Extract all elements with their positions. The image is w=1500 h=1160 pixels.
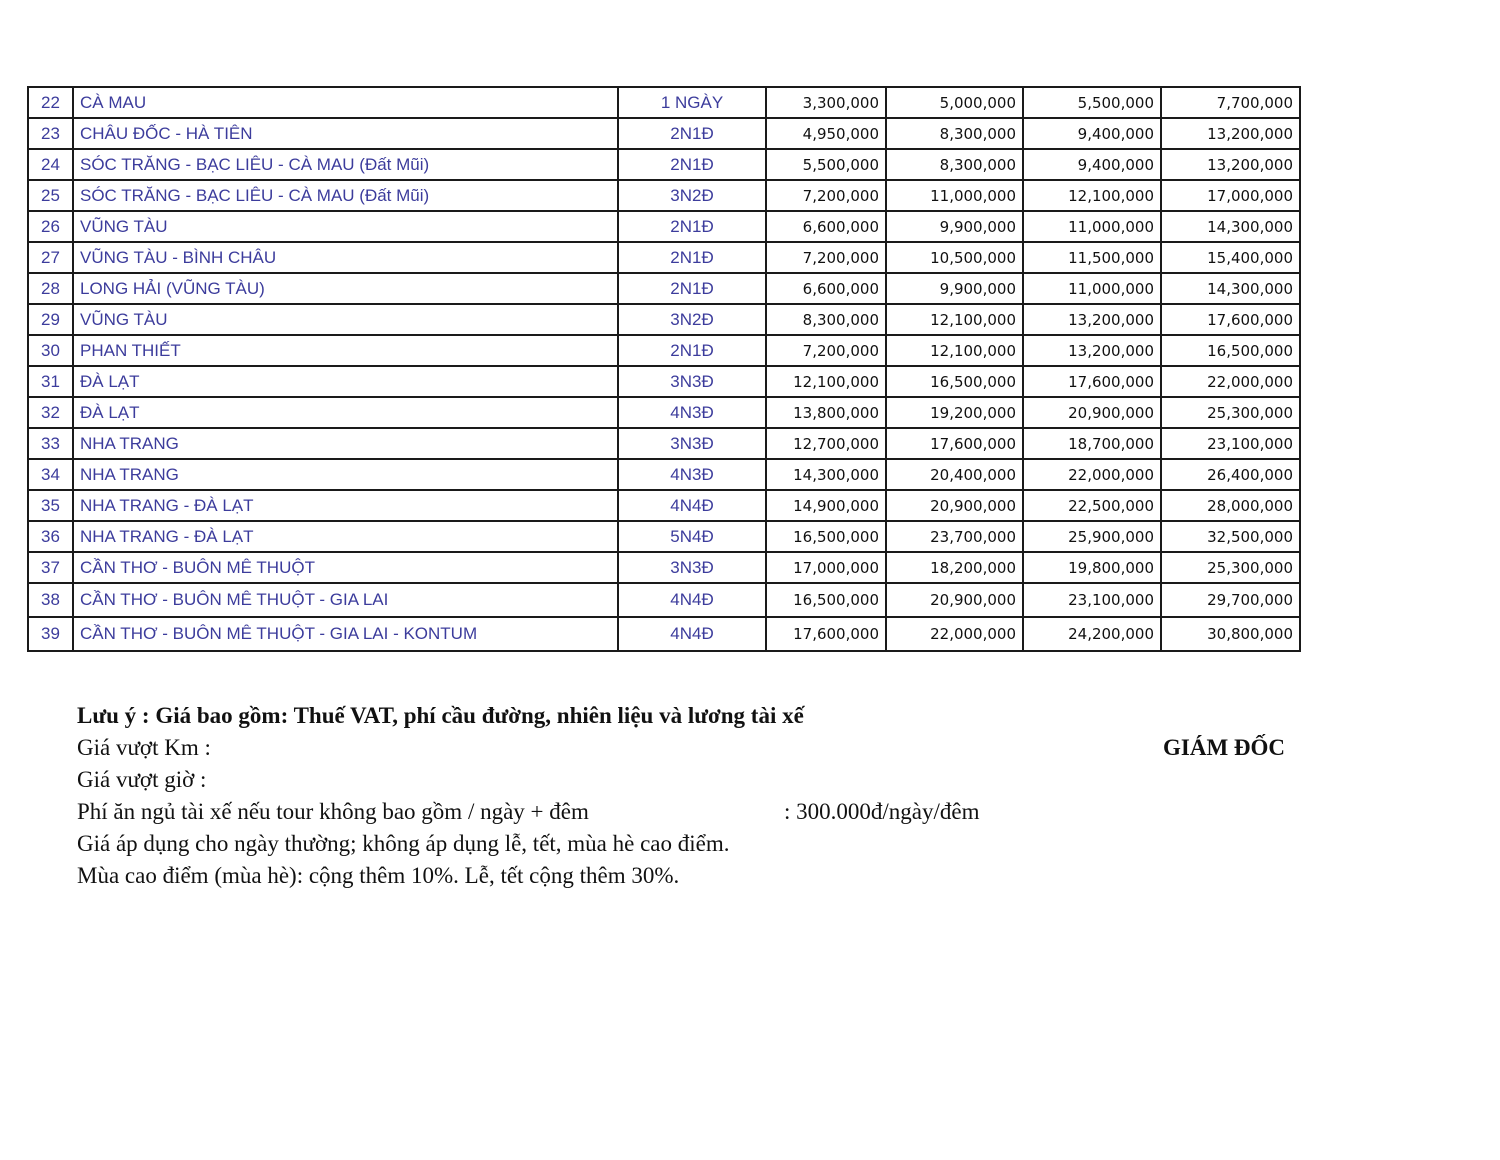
price-3-cell: 13,200,000 — [1023, 335, 1161, 366]
price-1-cell: 17,600,000 — [766, 617, 886, 651]
row-number-cell: 39 — [28, 617, 73, 651]
price-3-cell: 25,900,000 — [1023, 521, 1161, 552]
price-3-cell: 9,400,000 — [1023, 118, 1161, 149]
price-4-cell: 29,700,000 — [1161, 583, 1300, 617]
price-table-body — [28, 87, 1300, 651]
duration-cell: 2N1Đ — [618, 273, 766, 304]
price-2-cell: 23,700,000 — [886, 521, 1023, 552]
note-peak: Mùa cao điểm (mùa hè): cộng thêm 10%. Lễ, tết cộng thêm 30%. — [77, 863, 680, 888]
price-2-cell: 9,900,000 — [886, 211, 1023, 242]
price-4-cell: 25,300,000 — [1161, 552, 1300, 583]
row-number-cell: 27 — [28, 242, 73, 273]
price-3-cell: 19,800,000 — [1023, 552, 1161, 583]
table-row — [28, 211, 1300, 242]
price-4-cell: 13,200,000 — [1161, 149, 1300, 180]
price-1-cell: 6,600,000 — [766, 211, 886, 242]
price-4-cell: 22,000,000 — [1161, 366, 1300, 397]
price-3-cell: 17,600,000 — [1023, 366, 1161, 397]
duration-cell: 2N1Đ — [618, 149, 766, 180]
route-name-cell: LONG HẢI (VŨNG TÀU) — [73, 273, 618, 304]
price-2-cell: 19,200,000 — [886, 397, 1023, 428]
note-driver-meal — [77, 796, 1297, 828]
price-2-cell: 12,100,000 — [886, 304, 1023, 335]
table-row — [28, 490, 1300, 521]
price-2-cell: 8,300,000 — [886, 149, 1023, 180]
price-4-cell: 26,400,000 — [1161, 459, 1300, 490]
price-2-cell: 5,000,000 — [886, 87, 1023, 118]
duration-cell: 3N3Đ — [618, 366, 766, 397]
price-1-cell: 3,300,000 — [766, 87, 886, 118]
price-4-cell: 13,200,000 — [1161, 118, 1300, 149]
table-row — [28, 304, 1300, 335]
row-number-cell: 33 — [28, 428, 73, 459]
duration-cell: 5N4Đ — [618, 521, 766, 552]
price-1-cell: 12,700,000 — [766, 428, 886, 459]
table-row — [28, 617, 1300, 651]
duration-cell: 1 NGÀY — [618, 87, 766, 118]
row-number-cell: 30 — [28, 335, 73, 366]
route-name-cell: NHA TRANG — [73, 459, 618, 490]
note-applies: Giá áp dụng cho ngày thường; không áp dụng lễ, tết, mùa hè cao điểm. — [77, 831, 730, 856]
note-driver-meal-label: Phí ăn ngủ tài xế nếu tour không bao gồm / ngày + đêm — [77, 799, 589, 824]
row-number-cell: 22 — [28, 87, 73, 118]
price-3-cell: 5,500,000 — [1023, 87, 1161, 118]
route-name-cell: SÓC TRĂNG - BẠC LIÊU - CÀ MAU (Đất Mũi) — [73, 180, 618, 211]
row-number-cell: 29 — [28, 304, 73, 335]
price-4-cell: 30,800,000 — [1161, 617, 1300, 651]
price-3-cell: 13,200,000 — [1023, 304, 1161, 335]
price-2-cell: 20,900,000 — [886, 583, 1023, 617]
table-row — [28, 583, 1300, 617]
price-3-cell: 11,000,000 — [1023, 211, 1161, 242]
route-name-cell: PHAN THIẾT — [73, 335, 618, 366]
price-3-cell: 11,500,000 — [1023, 242, 1161, 273]
price-1-cell: 4,950,000 — [766, 118, 886, 149]
price-2-cell: 20,900,000 — [886, 490, 1023, 521]
table-row — [28, 335, 1300, 366]
price-2-cell: 11,000,000 — [886, 180, 1023, 211]
price-3-cell: 22,000,000 — [1023, 459, 1161, 490]
price-2-cell: 20,400,000 — [886, 459, 1023, 490]
note-extra-km: Giá vượt Km : — [77, 735, 211, 760]
note-extra-hour: Giá vượt giờ : — [77, 767, 207, 792]
row-number-cell: 36 — [28, 521, 73, 552]
duration-cell: 3N2Đ — [618, 180, 766, 211]
route-name-cell: CẦN THƠ - BUÔN MÊ THUỘT - GIA LAI - KONTUM — [73, 617, 618, 651]
note-included: Lưu ý : Giá bao gồm: Thuế VAT, phí cầu đường, nhiên liệu và lương tài xế — [77, 703, 804, 728]
price-3-cell: 11,000,000 — [1023, 273, 1161, 304]
row-number-cell: 28 — [28, 273, 73, 304]
price-4-cell: 7,700,000 — [1161, 87, 1300, 118]
row-number-cell: 26 — [28, 211, 73, 242]
route-name-cell: VŨNG TÀU - BÌNH CHÂU — [73, 242, 618, 273]
route-name-cell: CÀ MAU — [73, 87, 618, 118]
price-3-cell: 18,700,000 — [1023, 428, 1161, 459]
row-number-cell: 25 — [28, 180, 73, 211]
price-3-cell: 22,500,000 — [1023, 490, 1161, 521]
price-3-cell: 12,100,000 — [1023, 180, 1161, 211]
table-row — [28, 180, 1300, 211]
price-2-cell: 22,000,000 — [886, 617, 1023, 651]
note-driver-meal-value: : 300.000đ/ngày/đêm — [784, 799, 980, 824]
duration-cell: 2N1Đ — [618, 211, 766, 242]
price-3-cell: 24,200,000 — [1023, 617, 1161, 651]
table-row — [28, 87, 1300, 118]
price-1-cell: 16,500,000 — [766, 583, 886, 617]
table-row — [28, 273, 1300, 304]
duration-cell: 4N3Đ — [618, 397, 766, 428]
price-1-cell: 7,200,000 — [766, 180, 886, 211]
price-1-cell: 17,000,000 — [766, 552, 886, 583]
route-name-cell: ĐÀ LẠT — [73, 366, 618, 397]
duration-cell: 4N4Đ — [618, 617, 766, 651]
director-signature-title: GIÁM ĐỐC — [1163, 735, 1286, 760]
price-1-cell: 8,300,000 — [766, 304, 886, 335]
duration-cell: 4N4Đ — [618, 583, 766, 617]
price-2-cell: 10,500,000 — [886, 242, 1023, 273]
table-row — [28, 459, 1300, 490]
row-number-cell: 35 — [28, 490, 73, 521]
price-4-cell: 17,000,000 — [1161, 180, 1300, 211]
row-number-cell: 23 — [28, 118, 73, 149]
price-1-cell: 16,500,000 — [766, 521, 886, 552]
price-4-cell: 14,300,000 — [1161, 273, 1300, 304]
route-name-cell: SÓC TRĂNG - BẠC LIÊU - CÀ MAU (Đất Mũi) — [73, 149, 618, 180]
price-3-cell: 20,900,000 — [1023, 397, 1161, 428]
route-name-cell: VŨNG TÀU — [73, 211, 618, 242]
route-name-cell: VŨNG TÀU — [73, 304, 618, 335]
price-4-cell: 14,300,000 — [1161, 211, 1300, 242]
price-2-cell: 17,600,000 — [886, 428, 1023, 459]
table-row — [28, 242, 1300, 273]
row-number-cell: 37 — [28, 552, 73, 583]
route-name-cell: CẦN THƠ - BUÔN MÊ THUỘT — [73, 552, 618, 583]
price-1-cell: 7,200,000 — [766, 335, 886, 366]
price-1-cell: 7,200,000 — [766, 242, 886, 273]
price-2-cell: 12,100,000 — [886, 335, 1023, 366]
table-row — [28, 118, 1300, 149]
row-number-cell: 24 — [28, 149, 73, 180]
price-1-cell: 5,500,000 — [766, 149, 886, 180]
price-3-cell: 23,100,000 — [1023, 583, 1161, 617]
price-2-cell: 9,900,000 — [886, 273, 1023, 304]
price-2-cell: 8,300,000 — [886, 118, 1023, 149]
price-4-cell: 25,300,000 — [1161, 397, 1300, 428]
route-name-cell: NHA TRANG - ĐÀ LẠT — [73, 490, 618, 521]
price-2-cell: 18,200,000 — [886, 552, 1023, 583]
table-row — [28, 397, 1300, 428]
price-4-cell: 28,000,000 — [1161, 490, 1300, 521]
table-row — [28, 428, 1300, 459]
table-row — [28, 149, 1300, 180]
table-row — [28, 521, 1300, 552]
duration-cell: 4N4Đ — [618, 490, 766, 521]
row-number-cell: 32 — [28, 397, 73, 428]
price-1-cell: 14,900,000 — [766, 490, 886, 521]
duration-cell: 3N2Đ — [618, 304, 766, 335]
table-row — [28, 552, 1300, 583]
route-name-cell: NHA TRANG - ĐÀ LẠT — [73, 521, 618, 552]
notes-section — [77, 700, 1297, 892]
price-2-cell: 16,500,000 — [886, 366, 1023, 397]
price-4-cell: 23,100,000 — [1161, 428, 1300, 459]
price-1-cell: 6,600,000 — [766, 273, 886, 304]
row-number-cell: 38 — [28, 583, 73, 617]
duration-cell: 2N1Đ — [618, 335, 766, 366]
price-1-cell: 14,300,000 — [766, 459, 886, 490]
route-name-cell: NHA TRANG — [73, 428, 618, 459]
table-row — [28, 366, 1300, 397]
route-name-cell: ĐÀ LẠT — [73, 397, 618, 428]
duration-cell: 2N1Đ — [618, 118, 766, 149]
price-1-cell: 13,800,000 — [766, 397, 886, 428]
duration-cell: 2N1Đ — [618, 242, 766, 273]
route-name-cell: CẦN THƠ - BUÔN MÊ THUỘT - GIA LAI — [73, 583, 618, 617]
price-4-cell: 16,500,000 — [1161, 335, 1300, 366]
duration-cell: 3N3Đ — [618, 552, 766, 583]
price-1-cell: 12,100,000 — [766, 366, 886, 397]
row-number-cell: 34 — [28, 459, 73, 490]
price-4-cell: 15,400,000 — [1161, 242, 1300, 273]
duration-cell: 4N3Đ — [618, 459, 766, 490]
duration-cell: 3N3Đ — [618, 428, 766, 459]
price-4-cell: 17,600,000 — [1161, 304, 1300, 335]
route-name-cell: CHÂU ĐỐC - HÀ TIÊN — [73, 118, 618, 149]
price-4-cell: 32,500,000 — [1161, 521, 1300, 552]
price-3-cell: 9,400,000 — [1023, 149, 1161, 180]
row-number-cell: 31 — [28, 366, 73, 397]
price-table — [27, 86, 1301, 652]
